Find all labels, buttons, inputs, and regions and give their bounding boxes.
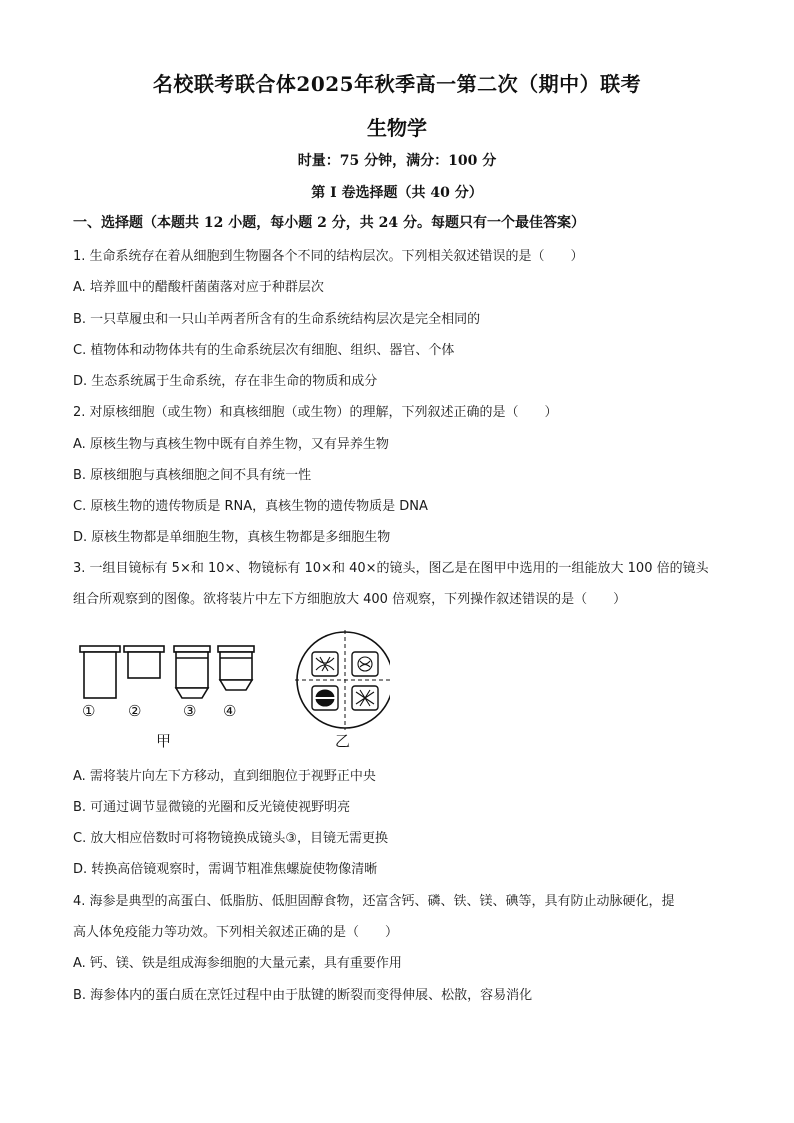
cell-top-left bbox=[312, 652, 338, 676]
eyepiece-1-rim bbox=[80, 646, 120, 652]
objective-4-cap bbox=[218, 646, 254, 652]
lens-label-2: ② bbox=[128, 702, 142, 720]
q1-stem: 1. 生命系统存在着从细胞到生物圈各个不同的结构层次。下列相关叙述错误的是（ ） bbox=[73, 249, 584, 264]
eyepiece-2-body bbox=[128, 652, 160, 678]
q4-option-b: B. 海参体内的蛋白质在烹饪过程中由于肽键的断裂而变得伸展、松散，容易消化 bbox=[73, 988, 533, 1003]
lens-label-3: ③ bbox=[183, 702, 197, 720]
objective-3-tip bbox=[176, 688, 208, 698]
figure-label-yi: 乙 bbox=[335, 732, 351, 750]
q2-stem: 2. 对原核细胞（或生物）和真核细胞（或生物）的理解，下列叙述正确的是（ ） bbox=[73, 405, 558, 420]
q2-option-d: D. 原核生物都是单细胞生物，真核生物都是多细胞生物 bbox=[73, 530, 391, 545]
q1-option-a: A. 培养皿中的醋酸杆菌菌落对应于种群层次 bbox=[73, 280, 324, 295]
q2-option-c: C. 原核生物的遗传物质是 RNA，真核生物的遗传物质是 DNA bbox=[73, 499, 428, 514]
q2-option-b: B. 原核细胞与真核细胞之间不具有统一性 bbox=[73, 468, 312, 483]
lens-label-1: ① bbox=[82, 702, 96, 720]
q4-stem-line1: 4. 海参是典型的高蛋白、低脂肪、低胆固醇食物，还富含钙、磷、铁、镁、碘等，具有防止动脉硬化，提 bbox=[73, 894, 675, 909]
microscope-figure bbox=[70, 630, 390, 755]
eyepiece-1-body bbox=[84, 652, 116, 698]
q1-option-c: C. 植物体和动物体共有的生命系统层次有细胞、组织、器官、个体 bbox=[73, 343, 455, 358]
eyepiece-2-rim bbox=[124, 646, 164, 652]
objective-3-cap bbox=[174, 646, 210, 652]
subject-title: 生物学 bbox=[367, 116, 427, 140]
objective-4-body bbox=[220, 652, 252, 680]
q1-option-b: B. 一只草履虫和一只山羊两者所含有的生命系统结构层次是完全相同的 bbox=[73, 312, 481, 327]
q4-stem-line2: 高人体免疫能力等功效。下列相关叙述正确的是（ ） bbox=[73, 925, 399, 940]
q3-option-d: D. 转换高倍镜观察时，需调节粗准焦螺旋使物像清晰 bbox=[73, 862, 378, 877]
q3-option-a: A. 需将装片向左下方移动，直到细胞位于视野正中央 bbox=[73, 769, 376, 784]
q3-option-c: C. 放大相应倍数时可将物镜换成镜头③，目镜无需更换 bbox=[73, 831, 388, 846]
part-heading: 一、选择题（本题共 12 小题，每小题 2 分，共 24 分。每题只有一个最佳答案） bbox=[73, 215, 585, 231]
exam-title: 名校联考联合体2025年秋季高一第二次（期中）联考 bbox=[152, 72, 642, 96]
q4-option-a: A. 钙、镁、铁是组成海参细胞的大量元素，具有重要作用 bbox=[73, 956, 402, 971]
q3-stem-line1: 3. 一组目镜标有 5×和 10×、物镜标有 10×和 40×的镜头，图乙是在图甲中选用的一组能放大 100 倍的镜头 bbox=[73, 561, 709, 576]
lens-label-4: ④ bbox=[223, 702, 237, 720]
time-info: 时量：75 分钟，满分：100 分 bbox=[297, 153, 497, 169]
q2-option-a: A. 原核生物与真核生物中既有自养生物，又有异养生物 bbox=[73, 437, 389, 452]
objective-4-tip bbox=[220, 680, 252, 690]
q1-option-d: D. 生态系统属于生命系统，存在非生命的物质和成分 bbox=[73, 374, 378, 389]
q3-stem-line2: 组合所观察到的图像。欲将装片中左下方细胞放大 400 倍观察，下列操作叙述错误的是（ ） bbox=[73, 592, 627, 607]
figure-label-jia: 甲 bbox=[156, 732, 172, 750]
section-title: 第 I 卷选择题（共 40 分） bbox=[311, 185, 483, 201]
q3-option-b: B. 可通过调节显微镜的光圈和反光镜使视野明亮 bbox=[73, 800, 351, 815]
